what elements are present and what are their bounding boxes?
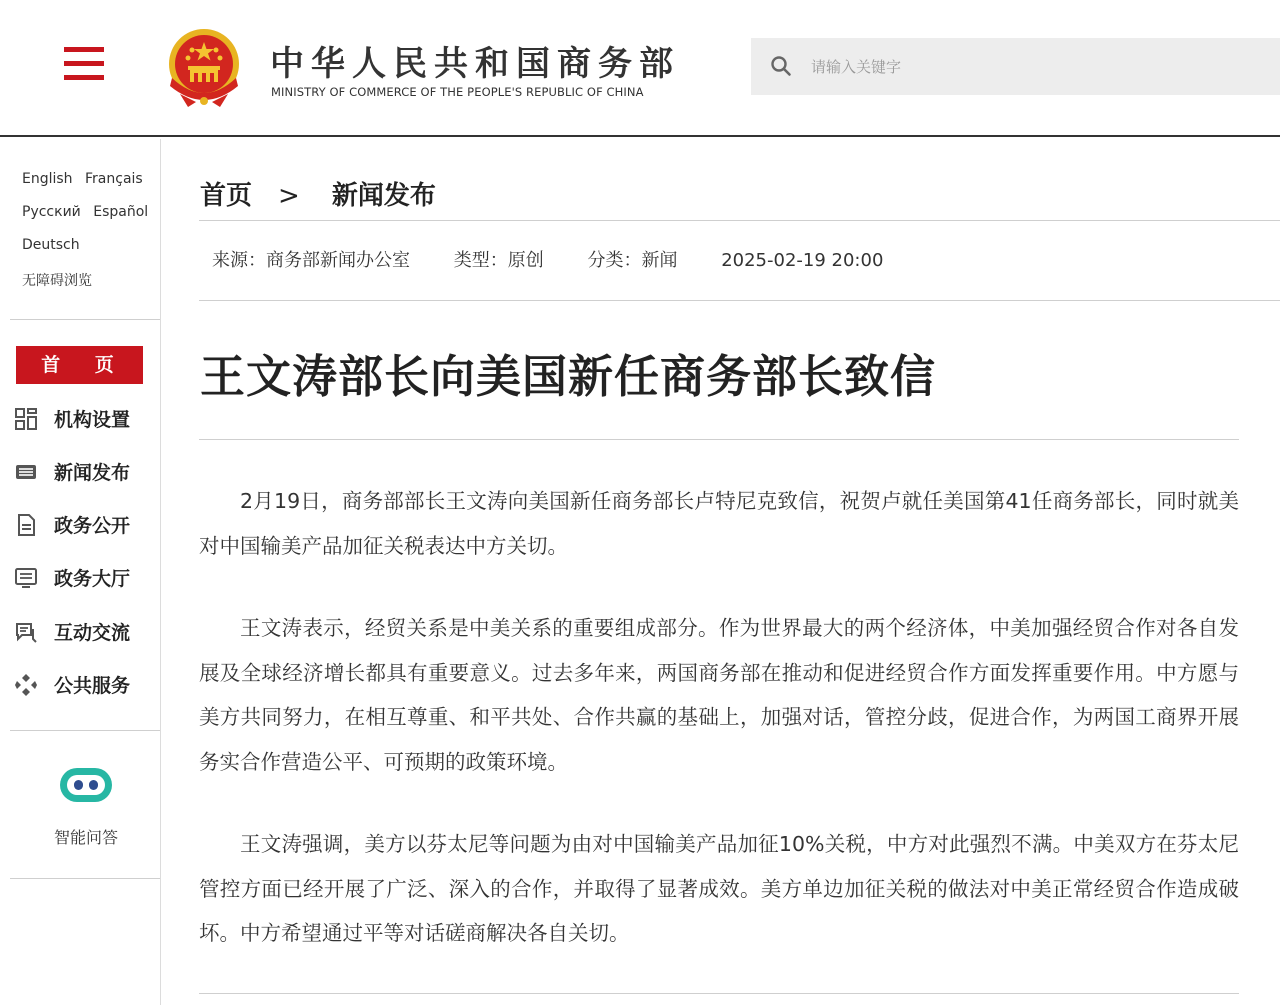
breadcrumb-home-link[interactable]: 首页 bbox=[200, 181, 253, 211]
nav-item-service-hall[interactable] bbox=[14, 561, 154, 595]
chat-icon bbox=[14, 620, 38, 644]
nav-item-government-affairs[interactable] bbox=[14, 508, 154, 542]
lang-english-link[interactable]: English bbox=[22, 171, 73, 187]
lang-french-link[interactable]: Français bbox=[85, 171, 143, 187]
meta-datetime: 2025-02-19 20:00 bbox=[721, 250, 884, 271]
site-subtitle: MINISTRY OF COMMERCE OF THE PEOPLE'S REPUBLIC OF CHINA bbox=[271, 85, 644, 99]
breadcrumb-current[interactable]: 新闻发布 bbox=[331, 181, 436, 211]
divider bbox=[10, 319, 160, 320]
nav-item-label: 政务大厅 bbox=[54, 568, 131, 590]
menu-icon[interactable] bbox=[64, 47, 104, 81]
search-bar bbox=[751, 38, 1280, 95]
article-title: 王文涛部长向美国新任商务部长致信 bbox=[200, 350, 937, 403]
language-row bbox=[22, 270, 100, 290]
divider bbox=[10, 730, 160, 731]
search-icon[interactable] bbox=[770, 55, 792, 77]
lang-german-link[interactable]: Deutsch bbox=[22, 237, 80, 253]
lang-russian-link[interactable]: Русский bbox=[22, 204, 81, 220]
site-title: 中华人民共和国商务部 bbox=[270, 44, 680, 84]
robot-icon bbox=[58, 764, 114, 806]
breadcrumb bbox=[200, 175, 436, 212]
nav-item-label: 机构设置 bbox=[54, 409, 131, 431]
nav-item-news[interactable] bbox=[14, 455, 154, 489]
nav-item-label: 互动交流 bbox=[54, 622, 131, 644]
divider bbox=[199, 439, 1239, 440]
article-paragraph: 王文涛强调，美方以芬太尼等问题为由对中国输美产品加征10%关税，中方对此强烈不满。中美双方在芬太尼管控方面已经开展了广泛、深入的合作，并取得了显著成效。美方单边加征关税的做法对中美正常经贸合作造成破坏。中方希望通过平等对话磋商解决各自关切。 bbox=[199, 832, 1239, 945]
language-row bbox=[22, 237, 88, 253]
service-icon bbox=[14, 673, 38, 697]
article-paragraph: 王文涛表示，经贸关系是中美关系的重要组成部分。作为世界最大的两个经济体，中美加强经贸合作对各自发展及全球经济增长都具有重要意义。过去多年来，两国商务部在推动和促进经贸合作方面发挥重要作用。中方愿与美方共同努力，在相互尊重、和平共处、合作共赢的基础上，加强对话，管控分歧，促进合作，为两国工商界开展务实合作营造公平、可预期的政策环境。 bbox=[199, 616, 1239, 774]
divider bbox=[10, 878, 160, 879]
breadcrumb-separator: > bbox=[278, 181, 300, 211]
language-row bbox=[22, 204, 156, 220]
news-icon bbox=[14, 460, 38, 484]
sidebar bbox=[0, 139, 161, 1005]
nav-home-button[interactable]: 首 页 bbox=[16, 346, 143, 384]
nav-item-label: 公共服务 bbox=[54, 675, 131, 697]
language-row bbox=[22, 171, 151, 187]
document-icon bbox=[14, 513, 38, 537]
search-input[interactable] bbox=[811, 52, 1251, 82]
divider bbox=[199, 300, 1280, 301]
ai-assistant-button[interactable] bbox=[46, 764, 126, 859]
national-emblem-logo[interactable] bbox=[166, 28, 242, 108]
divider bbox=[199, 993, 1239, 994]
nav-item-organization[interactable] bbox=[14, 402, 154, 436]
meta-type: 类型：原创 bbox=[453, 250, 544, 271]
meta-source: 来源：商务部新闻办公室 bbox=[212, 250, 410, 271]
ai-assistant-label: 智能问答 bbox=[53, 828, 118, 847]
site-header bbox=[0, 0, 1280, 137]
nav-item-public-service[interactable] bbox=[14, 668, 154, 702]
nav-item-label: 新闻发布 bbox=[54, 462, 131, 484]
article-meta bbox=[212, 246, 921, 272]
nav-item-interaction[interactable] bbox=[14, 615, 154, 649]
nav-item-label: 政务公开 bbox=[54, 515, 131, 537]
lang-spanish-link[interactable]: Español bbox=[93, 204, 149, 220]
monitor-icon bbox=[14, 566, 38, 590]
accessibility-link[interactable]: 无障碍浏览 bbox=[22, 273, 92, 289]
article-paragraph: 2月19日，商务部部长王文涛向美国新任商务部长卢特尼克致信，祝贺卢就任美国第41任商务部长，同时就美对中国输美产品加征关税表达中方关切。 bbox=[199, 489, 1239, 558]
meta-category: 分类：新闻 bbox=[587, 250, 678, 271]
divider bbox=[199, 220, 1280, 221]
grid-icon bbox=[14, 407, 38, 431]
